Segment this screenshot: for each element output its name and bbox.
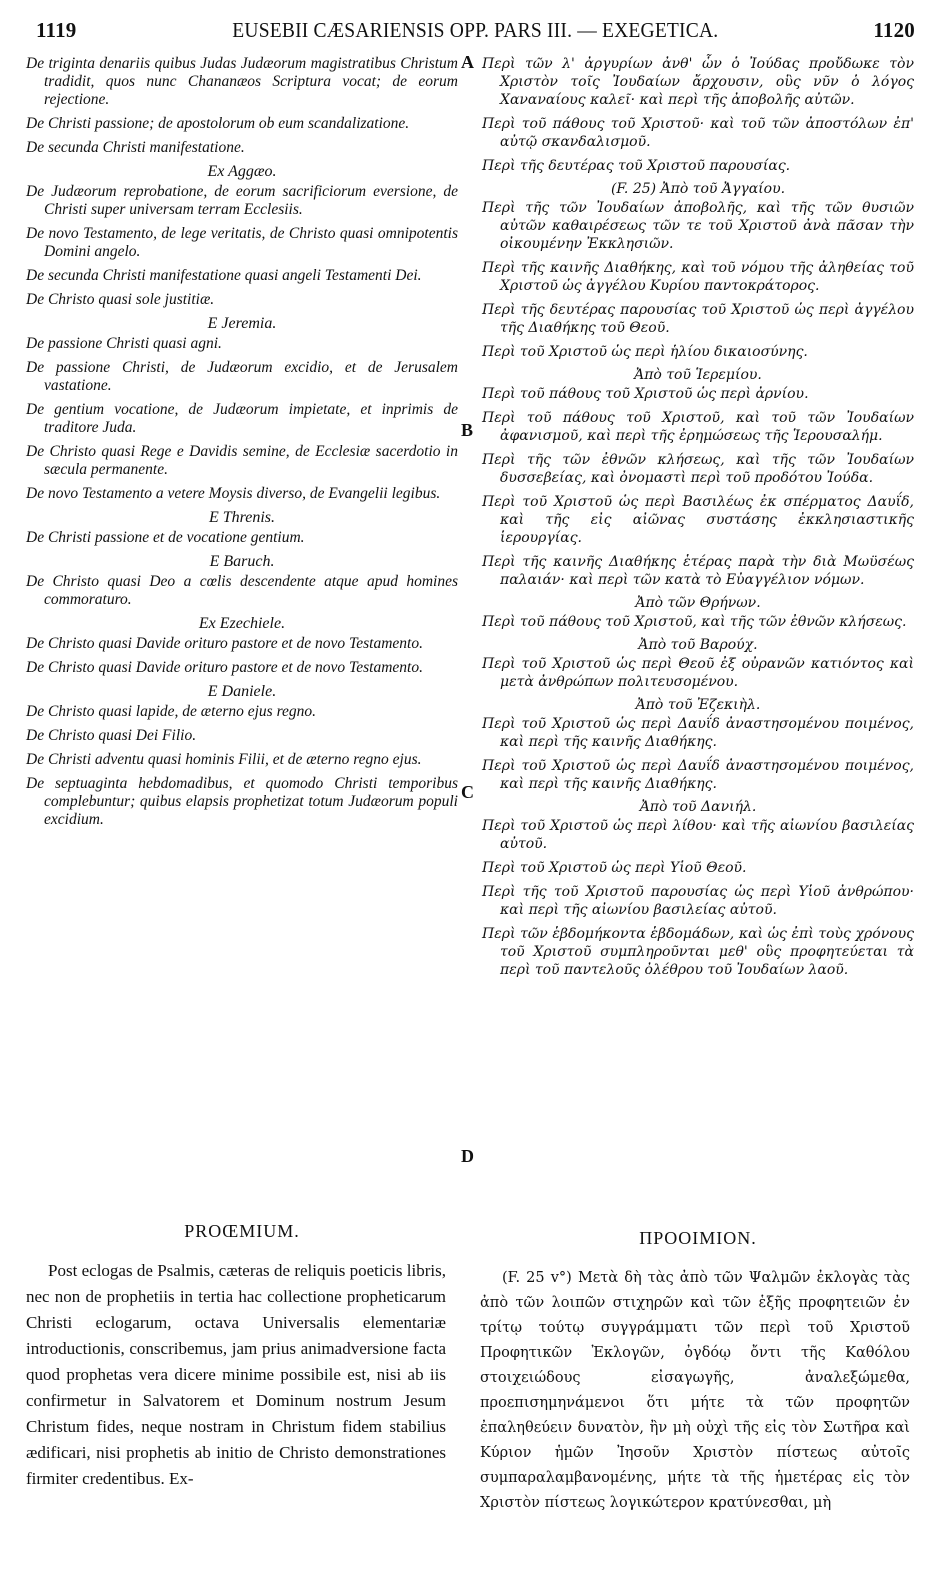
right-page-number: 1120 — [873, 17, 915, 42]
summary-entry: Περὶ τοῦ Χριστοῦ ὡς περὶ Βασιλέως ἐκ σπέρματος Δαυΐδ, καὶ τῆς εἰς αἰῶνας συστάσης ἐκκλησιαστικῆς ἱερουργίας. — [482, 494, 914, 546]
summary-entry: De passione Christi quasi agni. — [26, 335, 222, 352]
summary-entry: De Christo quasi Dei Filio. — [26, 727, 197, 744]
margin-marker-c: C — [461, 782, 474, 802]
margin-marker-a: A — [461, 52, 474, 72]
source-heading: Ἀπὸ τοῦ Βαρούχ. — [638, 637, 758, 653]
summary-entry: Περὶ τοῦ Χριστοῦ ὡς περὶ Δαυΐδ ἀναστησομένου ποιμένος, καὶ περὶ τῆς καινῆς Διαθήκης. — [482, 716, 914, 750]
left-page-number: 1119 — [36, 17, 77, 42]
summary-entry: Περὶ τῆς καινῆς Διαθήκης ἑτέρας παρὰ τὴν διὰ Μωϋσέως παλαιάν· καὶ περὶ τῶν κατὰ τὸ Εὐαγγέλιον νόμων. — [482, 554, 914, 588]
summary-entry: Περὶ τῶν λ' ἀργυρίων ἀνθ' ὧν ὁ Ἰούδας προὔδωκε τὸν Χριστὸν τοῖς Ἰουδαίων ἄρχουσιν, οὓς νῦν ὁ λόγος Χαναναίους καλεῖ· καὶ περὶ τῆς ἀποβολῆς αὐτῶν. — [482, 56, 914, 108]
source-heading: E Baruch. — [209, 553, 275, 570]
summary-entry: Περὶ τοῦ Χριστοῦ ὡς περὶ Υἱοῦ Θεοῦ. — [482, 860, 747, 876]
summary-entry: De novo Testamento a vetere Moysis diverso, de Evangelii legibus. — [26, 485, 441, 502]
source-heading: E Jeremia. — [207, 315, 277, 332]
summary-entry: Περὶ τοῦ πάθους τοῦ Χριστοῦ, καὶ τῆς τῶν ἐθνῶν κλήσεως. — [482, 614, 907, 630]
summary-entry: De passione Christi, de Judæorum excidio, et de Jerusalem vastatione. — [26, 359, 458, 394]
source-heading: Ex Ezechiele. — [198, 615, 286, 632]
margin-marker-b: B — [461, 420, 474, 440]
source-heading: E Daniele. — [207, 683, 277, 700]
summary-entry: De septuaginta hebdomadibus, et quomodo Christi temporibus complebuntur; quibus elapsis prophetizat totum Judæorum populi excidium. — [26, 775, 458, 828]
source-heading: Ἀπὸ τοῦ Ἐζεκιὴλ. — [635, 697, 761, 713]
summary-entry: Περὶ τοῦ Χριστοῦ ὡς περὶ λίθου· καὶ τῆς αἰωνίου βασιλείας αὐτοῦ. — [482, 818, 914, 852]
summary-entry: Περὶ τοῦ Χριστοῦ ὡς περὶ Δαυΐδ ἀναστησομένου ποιμένος, καὶ περὶ τῆς καινῆς Διαθήκης. — [482, 758, 914, 792]
source-heading: Ἀπὸ τοῦ Ἱερεμίου. — [634, 367, 762, 383]
summary-entry: De secunda Christi manifestatione. — [26, 139, 245, 156]
margin-marker-d: D — [461, 1146, 474, 1166]
summary-entry: De triginta denariis quibus Judas Judæorum magistratibus Christum tradidit, quos nunc Chananæos Scriptura vocat; de eorum rejectione. — [26, 55, 458, 108]
summary-entry: De novo Testamento, de lege veritatis, de Christo quasi omnipotentis Domini angelo. — [26, 225, 458, 260]
source-heading: (F. 25) Ἀπὸ τοῦ Ἀγγαίου. — [610, 181, 786, 197]
latin-prooemium-text: Post eclogas de Psalmis, cæteras de reliquis poeticis libris, nec non de prophetiis in tertia hac collectione propheticarum Christi eclogarum, octava Universalis elementariæ introductionis, conscribemus, jam prius animadversione facta quod prophetas vera dicere minime possibile est, nisi ab iis confirmetur in Salvatorem et Dominum nostrum Jesum Christum fides, neque nostram in Christum fidem stabilius ædificari, nisi prophetis ab initio de Christo demonstrationes firmiter credentibus. Ex- — [26, 1261, 446, 1488]
source-heading: Ex Aggæo. — [207, 163, 277, 180]
running-head — [36, 16, 915, 44]
summary-entry: Περὶ τοῦ πάθους τοῦ Χριστοῦ ὡς περὶ ἀρνίου. — [482, 386, 809, 402]
greek-column — [482, 55, 914, 985]
running-title: EUSEBII CÆSARIENSIS OPP. PARS III. — EXEGETICA. — [231, 17, 718, 42]
summary-entry: Περὶ τοῦ Χριστοῦ ὡς περὶ Θεοῦ ἐξ οὐρανῶν κατιόντος καὶ μετὰ ἀνθρώπων πολιτευσομένου. — [482, 656, 914, 690]
summary-entry: De Christo quasi Deo a cœlis descendente atque apud homines commoraturo. — [26, 573, 458, 608]
summary-entry: De gentium vocatione, de Judæorum impietate, et inprimis de traditore Juda. — [26, 401, 458, 436]
summary-entry: Περὶ τοῦ πάθους τοῦ Χριστοῦ, καὶ τοῦ τῶν Ἰουδαίων ἀφανισμοῦ, καὶ περὶ τῆς ἐρημώσεως τῆς Ἱερουσαλήμ. — [482, 410, 914, 444]
summary-entry: Περὶ τῶν ἑβδομήκοντα ἑβδομάδων, καὶ ὡς ἐπὶ τοὺς χρόνους τοῦ Χριστοῦ συμπληροῦνται μεθ' οὓς προφητεύεται τὰ περὶ τοῦ παντελοῦς ὀλέθρου τοῦ Ἰουδαίων λαοῦ. — [482, 926, 914, 978]
greek-prooemium-text: (F. 25 v°) Μετὰ δὴ τὰς ἀπὸ τῶν Ψαλμῶν ἐκλογὰς τὰς ἀπὸ τῶν λοιπῶν στιχηρῶν καὶ τῶν ἑξῆς προφητειῶν ἐν τρίτῳ τούτῳ συγγράμματι τῶν περὶ τοῦ Χριστοῦ Προφητικῶν Ἐκλογῶν, ὀγδόῳ ὄντι τῆς Καθόλου στοιχειώδους εἰσαγωγῆς, ἀναλεξώμεθα, προεπισημηνάμενοι ὅτι μήτε τὰ τῶν προφητῶν ἐπαληθεύειν δυνατὸν, ἢν μὴ οὐχὶ τῆς εἰς τὸν Σωτῆρα καὶ Κύριον ἡμῶν Ἰησοῦν Χριστὸν πίστεως αὐτοῖς συμπαραλαμβανομένης, μήτε τὰ τῆς ἡμετέρας εἰς τὸν Χριστὸν πίστεως λογικώτερον κρατύνεσθαι, μὴ — [480, 1270, 910, 1511]
latin-prooemium-title: PROŒMIUM. — [184, 1221, 300, 1241]
greek-prooemium-title: ΠΡΟΟΙΜΙΟΝ. — [639, 1228, 757, 1248]
summary-entry: De Christo quasi Rege e Davidis semine, de Ecclesiæ sacerdotio in sæcula permanente. — [26, 443, 458, 478]
summary-entry: Περὶ τῆς τοῦ Χριστοῦ παρουσίας ὡς περὶ Υἱοῦ ἀνθρώπου· καὶ περὶ τῆς αἰωνίου βασιλείας αὐτοῦ. — [482, 884, 914, 918]
source-heading: Ἀπὸ τοῦ Δανιήλ. — [639, 799, 757, 815]
summary-entry: De secunda Christi manifestatione quasi angeli Testamenti Dei. — [26, 267, 422, 284]
summary-entry: De Christo quasi Davide orituro pastore et de novo Testamento. — [26, 635, 423, 652]
summary-entry: De Christo quasi lapide, de æterno ejus regno. — [26, 703, 317, 720]
source-heading: Ἀπὸ τῶν Θρήνων. — [635, 595, 761, 611]
summary-entry: De Christi passione; de apostolorum ob eum scandalizatione. — [26, 115, 410, 132]
latin-column — [26, 55, 458, 835]
summary-entry: De Judæorum reprobatione, de eorum sacrificiorum eversione, de Christi super universam terram Ecclesiis. — [26, 183, 458, 218]
source-heading: E Threnis. — [208, 509, 276, 526]
summary-entry: Περὶ τοῦ πάθους τοῦ Χριστοῦ· καὶ τοῦ τῶν ἀποστόλων ἐπ' αὐτῷ σκανδαλισμοῦ. — [482, 116, 914, 150]
summary-entry: Περὶ τῆς δευτέρας τοῦ Χριστοῦ παρουσίας. — [482, 158, 791, 174]
summary-entry: De Christi passione et de vocatione gentium. — [26, 529, 305, 546]
summary-entry: Περὶ τοῦ Χριστοῦ ὡς περὶ ἡλίου δικαιοσύνης. — [482, 344, 808, 360]
summary-entry: De Christo quasi sole justitiæ. — [26, 291, 215, 308]
summary-entry: De Christo quasi Davide orituro pastore et de novo Testamento. — [26, 659, 423, 676]
summary-entry: Περὶ τῆς τῶν ἐθνῶν κλήσεως, καὶ τῆς τῶν Ἰουδαίων δυσσεβείας, καὶ ὀνομαστὶ περὶ τοῦ προδότου Ἰούδα. — [482, 452, 914, 486]
summary-entry: Περὶ τῆς καινῆς Διαθήκης, καὶ τοῦ νόμου τῆς ἀληθείας τοῦ Χριστοῦ ὡς ἀγγέλου Κυρίου παντοκράτορος. — [482, 260, 914, 294]
summary-entry: Περὶ τῆς τῶν Ἰουδαίων ἀποβολῆς, καὶ τῆς τῶν θυσιῶν αὐτῶν καθαιρέσεως τῶν τε τοῦ Χριστοῦ ἀνὰ πᾶσαν τὴν οἰκουμένην Ἐκκλησιῶν. — [482, 200, 914, 252]
summary-entry: De Christi adventu quasi hominis Filii, et de æterno regno ejus. — [26, 751, 422, 768]
summary-entry: Περὶ τῆς δευτέρας παρουσίας τοῦ Χριστοῦ ὡς περὶ ἀγγέλου τῆς Διαθήκης τοῦ Θεοῦ. — [482, 302, 914, 336]
